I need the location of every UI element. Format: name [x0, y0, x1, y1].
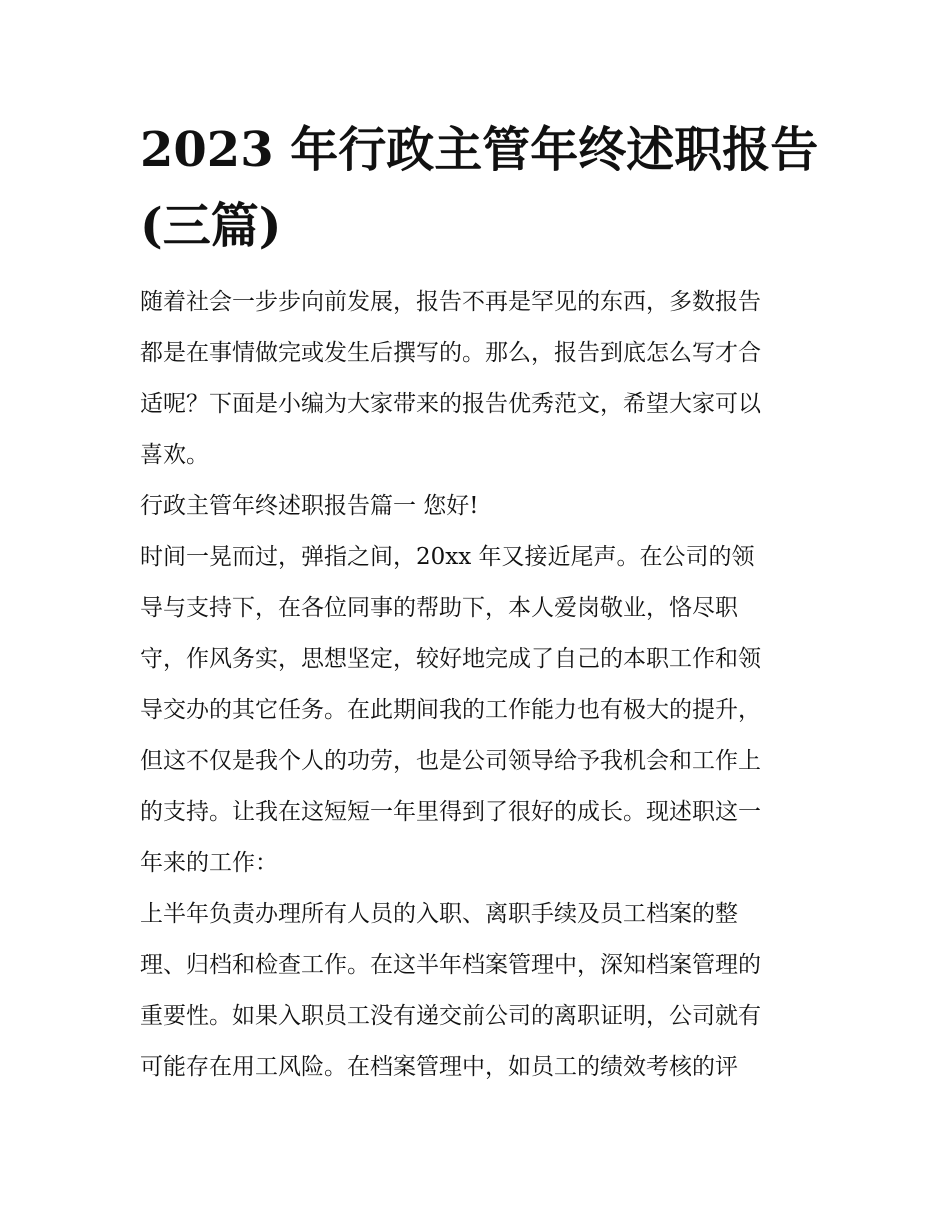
title-line: 2023 年行政主管年终述职报告: [140, 122, 819, 178]
body-line: 可能存在用工风险。在档案管理中，如员工的绩效考核的评: [140, 1054, 738, 1080]
body-line: 的支持。让我在这短短一年里得到了很好的成长。现述职这一: [140, 799, 761, 825]
body-line: 随着社会一步步向前发展，报告不再是罕见的东西，多数报告: [140, 289, 761, 315]
document-title: [140, 112, 819, 264]
document-body: [140, 277, 815, 1093]
body-line: 导与支持下，在各位同事的帮助下，本人爱岗敬业，恪尽职: [140, 595, 738, 621]
title-line: (三篇): [140, 198, 282, 254]
body-line: 时间一晃而过，弹指之间，20xx 年又接近尾声。在公司的领: [140, 544, 755, 570]
body-line: 导交办的其它任务。在此期间我的工作能力也有极大的提升，: [140, 697, 761, 723]
section-heading-line: 行政主管年终述职报告篇一 您好!: [140, 493, 479, 519]
body-line: 都是在事情做完或发生后撰写的。那么，报告到底怎么写才合: [140, 340, 761, 366]
body-line: 但这不仅是我个人的功劳，也是公司领导给予我机会和工作上: [140, 748, 761, 774]
body-line: 理、归档和检查工作。在这半年档案管理中，深知档案管理的: [140, 952, 761, 978]
body-line: 重要性。如果入职员工没有递交前公司的离职证明，公司就有: [140, 1003, 761, 1029]
body-line: 年来的工作：: [140, 850, 278, 876]
body-line: 适呢？下面是小编为大家带来的报告优秀范文，希望大家可以: [140, 391, 761, 417]
body-line: 守，作风务实，思想坚定，较好地完成了自己的本职工作和领: [140, 646, 761, 672]
body-line: 上半年负责办理所有人员的入职、离职手续及员工档案的整: [140, 901, 738, 927]
body-line: 喜欢。: [140, 442, 209, 468]
